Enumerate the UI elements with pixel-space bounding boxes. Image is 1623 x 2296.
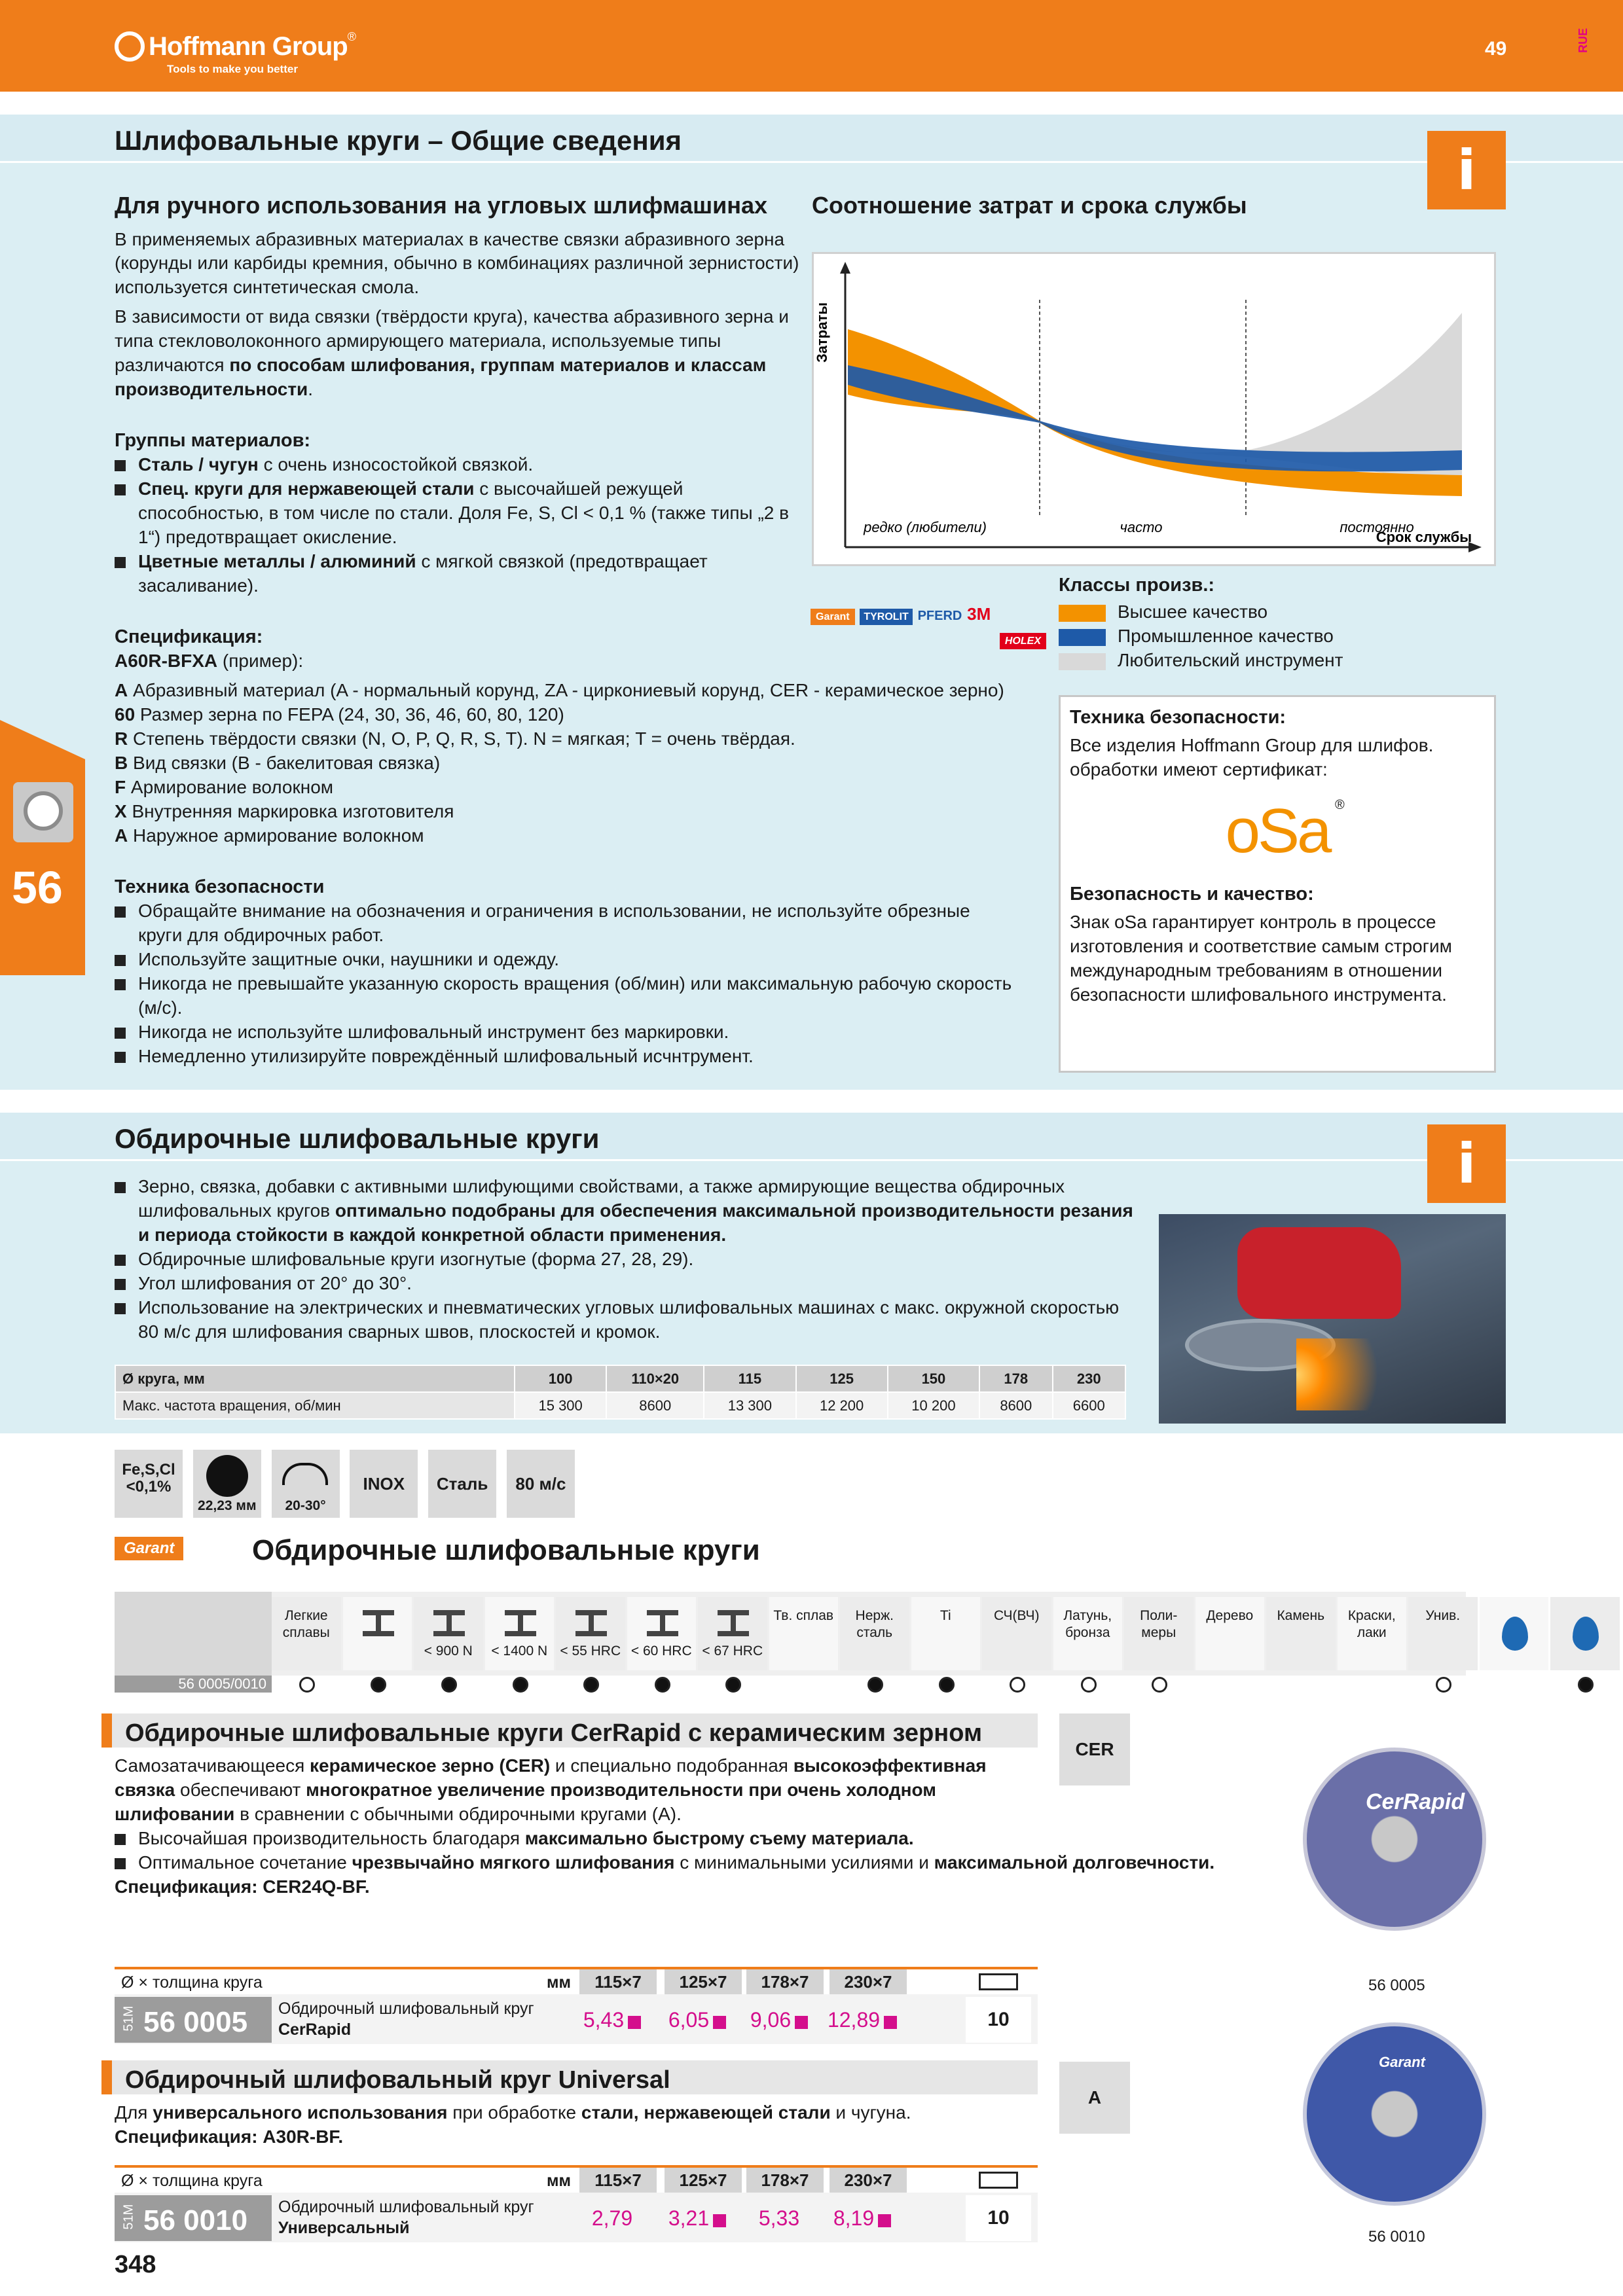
speed-icon: 80 м/с: [507, 1450, 575, 1518]
safety-item: Никогда не используйте шлифовальный инструмент без маркировки.: [115, 1020, 1018, 1045]
section-title-bar: [0, 115, 1623, 163]
spec-lines: [115, 679, 1084, 848]
material-suitability-dot: [1081, 1677, 1097, 1693]
spec-code: F: [115, 777, 126, 798]
size-column-header: 230×7: [830, 1969, 907, 1994]
cost-life-chart: [812, 252, 1496, 566]
roughing-bullets: [115, 1175, 1142, 1344]
pferd-logo: PFERD: [917, 609, 962, 623]
material-column: Дерево: [1195, 1597, 1265, 1670]
steel-icon: Сталь: [428, 1450, 496, 1518]
osa-text: Все изделия Hoffmann Group для шлифов. обработки имеют сертификат:: [1070, 735, 1434, 780]
material-suitability-dot: [655, 1677, 670, 1693]
logo-mark-icon: [115, 31, 145, 62]
spec-code: A: [115, 825, 128, 846]
material-column: Унив.: [1408, 1597, 1478, 1670]
article-prefix: 51M: [121, 2005, 136, 2032]
price-cell: [816, 2195, 908, 2241]
chapter-number: 56: [12, 862, 63, 913]
safety-item: Никогда не превышайте указанную скорость вращения (об/мин) или максимальную рабочую скорость (м/с).: [115, 972, 1018, 1020]
bullet-item: Зерно, связка, добавки с активными шлифующими свойствами, а также армирующие вещества обдирочных шлифовальных кругов оптимально подобраны для обеспечения максимальной производительности резания и периода стойкости в каждой конкретной области применения.: [115, 1175, 1142, 1247]
pack-quantity: 10: [966, 1997, 1031, 2043]
bullet-item: Угол шлифования от 20° до 30°.: [115, 1272, 1142, 1296]
language-code: RUE: [1577, 27, 1590, 53]
material-group-item: [115, 550, 802, 598]
bullet-item: Использование на электрических и пневматических угловых шлифовальных машинах с макс. окружной скоростью 80 м/с для шлифования сварных швов, плоскостей и кромок.: [115, 1296, 1142, 1344]
osa-logo: oSa ®: [1225, 796, 1345, 867]
spec-desc: Абразивный материал (A - нормальный корунд, ZA - циркониевый корунд, CER - керамическое зерно): [128, 680, 1004, 701]
price-value: 12,89: [827, 2008, 881, 2032]
material-groups-list: [115, 453, 802, 598]
price-row: [115, 1994, 1038, 2044]
spec-line: [115, 776, 1084, 800]
types-paragraph: В зависимости от вида связки (твёрдости круга), качества абразивного зерна и типа стекловолоконного армирующего материала, используемые типы различаются по способам шлифования, группам материалов и классам производительности.: [115, 306, 789, 400]
cer-title: Обдирочные шлифовальные круги CerRapid с керамическим зерном: [125, 1719, 983, 1747]
material-suitability-dot: [1578, 1677, 1594, 1693]
chart-svg: [814, 254, 1494, 564]
unit-label: мм: [547, 1973, 571, 1992]
footer-page-number: 348: [115, 2251, 156, 2278]
hand-use-heading: Для ручного использования на угловых шлифмашинах: [115, 192, 768, 219]
section-title: Обдирочные шлифовальные круги: [115, 1123, 600, 1154]
material-suitability-dot: [939, 1677, 955, 1693]
stock-marker: [628, 2016, 641, 2029]
price-value: 9,06: [750, 2008, 792, 2032]
product-name: Обдирочный шлифовальный круг: [278, 2000, 534, 2018]
product-variant: CerRapid: [278, 2020, 352, 2039]
material-column: Латунь, бронза: [1053, 1597, 1123, 1670]
cer-image-code: 56 0005: [1368, 1977, 1425, 1994]
spec-desc: Армирование волокном: [126, 777, 334, 798]
angle-icon: 20-30°: [272, 1450, 340, 1518]
material-column: < 55 HRC: [556, 1597, 625, 1670]
holex-logo: HOLEX: [1000, 633, 1046, 649]
i-beam-icon: [647, 1610, 678, 1636]
i-beam-icon: [575, 1610, 607, 1636]
material-column: < 67 HRC: [698, 1597, 767, 1670]
article-code-cell: [115, 2195, 272, 2241]
price-cell: [651, 2195, 743, 2241]
brand-logos: [811, 602, 1059, 651]
material-suitability-dot: [441, 1677, 457, 1693]
page-number: 49: [1485, 38, 1507, 60]
material-column: Краски, лаки: [1338, 1597, 1407, 1670]
material-suitability-dot: [371, 1677, 386, 1693]
price-value: 2,79: [591, 2206, 633, 2230]
y-axis-label: Затраты: [814, 302, 830, 363]
price-cell: [566, 2195, 658, 2241]
universal-spec: Спецификация: A30R-BF.: [115, 2126, 344, 2147]
stock-marker: [713, 2016, 726, 2029]
spec-desc: Степень твёрдости связки (N, O, P, Q, R, S, T). N = мягкая; T = очень твёрдая.: [128, 728, 795, 749]
material-suitability-dot: [1152, 1677, 1167, 1693]
feature-icons: [115, 1450, 580, 1518]
legend-heading: Классы произв.:: [1059, 575, 1215, 596]
material-column: Камень: [1266, 1597, 1336, 1670]
bore-icon: 22,23 мм: [193, 1450, 261, 1518]
material-suitability-dot: [725, 1677, 741, 1693]
article-code: 56 0010: [143, 2204, 248, 2236]
section-title-bar: [0, 1113, 1623, 1161]
group-desc: с высочайшей режущей способностью, в том числе по стали. Доля Fe, S, Cl < 0,1 % (также типы „2 в 1“) предотвращает окисление.: [138, 478, 790, 548]
product-name: Обдирочный шлифовальный круг: [278, 2198, 534, 2216]
price-cell: [566, 1997, 658, 2043]
category-label: часто: [1120, 519, 1163, 535]
safety-heading: Техника безопасности: [115, 876, 325, 898]
stock-marker: [795, 2016, 808, 2029]
brand-name: Hoffmann Group: [149, 32, 348, 61]
material-column: Ti: [911, 1597, 981, 1670]
size-header-label: Ø × толщина круга: [121, 2172, 263, 2190]
brand-mark: ®: [347, 30, 356, 43]
material-suitability-dot: [1010, 1677, 1025, 1693]
garant-logo: Garant: [115, 1537, 183, 1560]
binder-paragraph: В применяемых абразивных материалах в качестве связки абразивного зерна (корунды или карбиды кремния, обычно в комбинациях различной зернистости) используется синтетическая смола.: [115, 228, 799, 298]
x-axis-label: Срок службы: [1376, 529, 1472, 545]
size-column-header: 115×7: [579, 1969, 657, 1994]
osa-heading: Техника безопасности:: [1070, 707, 1286, 728]
price-cell: [816, 1997, 908, 2043]
size-column-header: 125×7: [665, 1969, 742, 1994]
spec-desc: Вид связки (B - бакелитовая связка): [128, 753, 441, 774]
group-name: Сталь / чугун: [138, 454, 259, 475]
category-label: редко (любители): [864, 519, 987, 535]
safety-item: Используйте защитные очки, наушники и одежду.: [115, 948, 1018, 972]
materials-table-corner: [115, 1592, 272, 1676]
bullet-item: Обдирочные шлифовальные круги изогнутые (форма 27, 28, 29).: [115, 1247, 1142, 1272]
legend-item: Любительский инструмент: [1059, 649, 1343, 673]
size-column-header: 115×7: [579, 2168, 657, 2193]
material-column: Нерж. сталь: [840, 1597, 909, 1670]
price-value: 8,19: [833, 2206, 875, 2230]
material-suitability-dot: [583, 1677, 599, 1693]
i-beam-icon: [433, 1610, 465, 1636]
material-suitability-dot: [867, 1677, 883, 1693]
material-column: Тв. сплав: [769, 1597, 839, 1670]
price-table-header: [115, 1967, 1038, 1994]
material-suitability-dot: [1436, 1677, 1451, 1693]
size-column-header: 230×7: [830, 2168, 907, 2193]
price-cell: [733, 2195, 825, 2241]
size-column-header: 125×7: [665, 2168, 742, 2193]
material-group-item: [115, 477, 802, 550]
info-icon: i: [1427, 1124, 1506, 1203]
stock-marker: [878, 2214, 891, 2227]
price-value: 5,43: [583, 2008, 625, 2032]
spec-line: [115, 679, 1084, 703]
pack-icon: [979, 2172, 1018, 2189]
safety-certificate-box: [1059, 695, 1496, 1073]
tyrolit-logo: TYROLIT: [860, 609, 912, 625]
hoffmann-logo: [115, 29, 356, 75]
safety-item: Немедленно утилизируйте повреждённый шлифовальный исчнтрумент.: [115, 1045, 1018, 1069]
universal-description: Для универсального использования при обработке стали, нержавеющей стали и чугуна. Спецификация: A30R-BF.: [115, 2101, 1044, 2149]
brand-tagline: Tools to make you better: [167, 63, 298, 75]
i-beam-icon: [363, 1610, 394, 1636]
material-group-item: [115, 453, 802, 477]
material-column: СЧ(ВЧ): [982, 1597, 1051, 1670]
article-code: 56 0005: [143, 2006, 248, 2038]
safety-list: [115, 899, 1018, 1069]
info-icon: i: [1427, 131, 1506, 209]
safety-item: Обращайте внимание на обозначения и ограничения в использовании, не используйте обрезные круги для обдирочных работ.: [115, 899, 1018, 948]
legend-item: Высшее качество: [1059, 600, 1343, 624]
materials-code: 56 0005/0010: [115, 1676, 272, 1693]
spec-code: B: [115, 753, 128, 774]
spec-desc: Наружное армирование волокном: [128, 825, 424, 846]
product-variant: Универсальный: [278, 2219, 410, 2237]
material-column: Легкие сплавы: [272, 1597, 341, 1670]
section-title: Шлифовальные круги – Общие сведения: [115, 125, 682, 156]
spec-heading: Спецификация:: [115, 626, 263, 648]
price-row: [115, 2193, 1038, 2242]
price-table-header: [115, 2165, 1038, 2193]
stock-marker: [713, 2214, 726, 2227]
spec-example: A60R-BFXA (пример):: [115, 651, 304, 672]
inox-icon: INOX: [350, 1450, 418, 1518]
product-title: Обдирочные шлифовальные круги: [252, 1534, 760, 1566]
universal-image-code: 56 0010: [1368, 2228, 1425, 2246]
spec-code: A: [115, 680, 128, 701]
grinder-photo: [1159, 1214, 1506, 1424]
chart-heading: Соотношение затрат и срока службы: [812, 192, 1247, 219]
price-value: 5,33: [758, 2206, 800, 2230]
spec-line: [115, 727, 1084, 751]
i-beam-icon: [505, 1610, 536, 1636]
material-column: < 1400 N: [485, 1597, 555, 1670]
spec-code: R: [115, 728, 128, 749]
3m-logo: 3M: [967, 604, 991, 624]
cer-tag: CER: [1059, 1713, 1130, 1785]
group-name: Спец. круги для нержавеющей стали: [138, 478, 475, 499]
speed-table-row-label: Макс. частота вращения, об/мин: [115, 1392, 515, 1419]
grinding-disc-icon: [13, 782, 73, 842]
universal-title: Обдирочный шлифовальный круг Universal: [125, 2066, 670, 2094]
price-value: 6,05: [668, 2008, 710, 2032]
osa-quality-heading: Безопасность и качество:: [1070, 884, 1314, 905]
material-column: < 900 N: [414, 1597, 483, 1670]
chapter-side-tab: [0, 720, 85, 975]
spec-code: 60: [115, 704, 136, 725]
category-label: постоянно: [1340, 519, 1414, 535]
size-header-label: Ø × толщина круга: [121, 1973, 263, 1992]
group-name: Цветные металлы / алюминий: [138, 551, 416, 572]
size-column-header: 178×7: [746, 2168, 824, 2193]
spec-desc: Внутренняя маркировка изготовителя: [126, 801, 454, 822]
article-code-cell: [115, 1997, 272, 2043]
universal-disc-image: Garant: [1303, 2022, 1486, 2206]
size-column-header: 178×7: [746, 1969, 824, 1994]
spec-line: [115, 800, 1084, 824]
cer-description: Самозатачивающееся керамическое зерно (CER) и специально подобранная высокоэффективная связка обеспечивают многократное увеличение производительности при очень холодном шлифовании в сравнении с обычными обдирочными кругами (A). Высочайшая производительность благодаря максимально быстрому съему материала. Оптимальное сочетание чрезвычайно мягкого шлифования с минимальными усилиями и максимальной долговечности. Спецификация: CER24Q-BF.: [115, 1754, 1260, 1899]
price-cell: [651, 1997, 743, 2043]
spec-line: [115, 751, 1084, 776]
price-cell: [733, 1997, 825, 2043]
speed-table: Ø круга, мм 100 110×20 115 125 150 178 230 Макс. частота вращения, об/мин 15 300 8600 13 300 12 200 10 200 8600 6600: [115, 1365, 1126, 1420]
speed-table-header: Ø круга, мм: [115, 1365, 515, 1392]
material-suitability-dot: [299, 1677, 315, 1693]
price-value: 3,21: [668, 2206, 710, 2230]
article-prefix: 51M: [121, 2204, 136, 2230]
stock-marker: [884, 2016, 897, 2029]
group-desc: с мягкой связкой (предотвращает засаливание).: [138, 551, 708, 596]
spec-desc: Размер зерна по FEPA (24, 30, 36, 46, 60, 80, 120): [135, 704, 564, 725]
pack-quantity: 10: [966, 2195, 1031, 2241]
group-desc: с очень износостойкой связкой.: [258, 454, 534, 475]
chart-legend: [1059, 573, 1343, 673]
material-column: < 60 HRC: [627, 1597, 697, 1670]
i-beam-icon: [718, 1610, 749, 1636]
spec-line: [115, 703, 1084, 727]
universal-product-header: [101, 2060, 1038, 2094]
material-suitability-dot: [513, 1677, 528, 1693]
pack-icon: [979, 1973, 1018, 1990]
groups-heading: Группы материалов:: [115, 430, 311, 452]
cerrapid-disc-image: CerRapid: [1303, 1748, 1486, 1931]
legend-item: Промышленное качество: [1059, 624, 1343, 649]
material-column: Поли- меры: [1124, 1597, 1194, 1670]
osa-quality-text: Знак oSa гарантирует контроль в процессе изготовления и соответствие самым строгим международным требованиям в отношении безопасности шлифовального инструмента.: [1070, 912, 1452, 1005]
fe-s-cl-icon: Fe,S,Cl <0,1%: [115, 1450, 183, 1518]
unit-label: мм: [547, 2172, 571, 2190]
spec-code: X: [115, 801, 127, 822]
spec-line: [115, 824, 1084, 848]
universal-tag: A: [1059, 2062, 1130, 2134]
garant-logo: Garant: [811, 609, 855, 625]
cer-product-header: [101, 1713, 1038, 1748]
wet-use-icon: [1502, 1617, 1528, 1651]
cer-spec: Спецификация: CER24Q-BF.: [115, 1876, 370, 1897]
